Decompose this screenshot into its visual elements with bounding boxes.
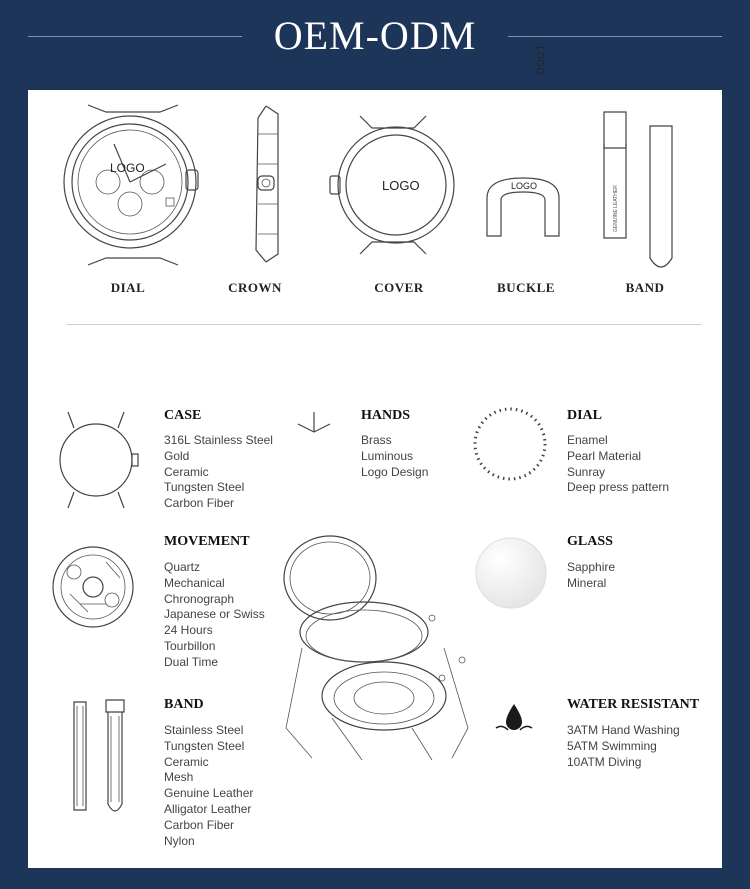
glass-icon <box>474 536 548 610</box>
list-item: Japanese or Swiss <box>164 607 265 622</box>
list-item: Carbon Fiber <box>164 817 235 832</box>
watch-dial-icon <box>58 100 208 270</box>
list-item: Stainless Steel <box>164 723 244 737</box>
content-panel <box>28 46 722 868</box>
hands-icon <box>296 410 332 438</box>
list-item: Dual Time <box>164 654 219 669</box>
section-divider <box>66 324 702 325</box>
strap-icon <box>534 46 680 278</box>
header-right-rule <box>508 36 722 37</box>
list-item: Mechanical <box>164 575 225 590</box>
buckle-logo: LOGO <box>511 181 538 191</box>
list-item: 5ATM Swimming <box>567 738 657 753</box>
spec-list-water <box>567 723 680 770</box>
part-label-crown: CROWN <box>228 280 282 295</box>
crown-icon <box>238 104 298 264</box>
list-item: Gold <box>164 448 190 463</box>
list-item: Nylon <box>164 833 195 848</box>
list-item: Sunray <box>567 464 606 479</box>
buckle-icon <box>483 174 563 238</box>
spec-title-dial: DIAL <box>567 408 603 423</box>
case-back-icon <box>328 110 458 260</box>
spec-title-glass: GLASS <box>567 534 613 549</box>
list-item: 3ATM Hand Washing <box>567 723 680 737</box>
list-item: Ceramic <box>164 464 209 479</box>
spec-title-movement: MOVEMENT <box>164 534 250 549</box>
list-item: Carbon Fiber <box>164 496 235 511</box>
spec-title-water: WATER RESISTANT <box>567 697 700 712</box>
band-strap-text: GENUINE LEATHER <box>613 185 619 232</box>
exploded-watch-icon <box>272 528 482 768</box>
spec-list-glass <box>567 560 615 592</box>
header <box>0 0 750 90</box>
spec-list-case <box>164 433 273 512</box>
spec-title-band: BAND <box>164 697 204 712</box>
list-item: 10ATM Diving <box>567 754 642 769</box>
list-item: Luminous <box>361 448 414 463</box>
cover-logo: LOGO <box>382 178 420 193</box>
spec-title-case: CASE <box>164 408 202 423</box>
case-icon <box>56 410 136 510</box>
band-logo: LOGO <box>534 46 545 75</box>
spec-list-hands <box>361 433 428 480</box>
part-label-dial: DIAL <box>110 280 146 295</box>
spec-title-hands: HANDS <box>361 408 411 423</box>
list-item: Alligator Leather <box>164 801 252 816</box>
list-item: Sapphire <box>567 560 616 574</box>
water-drop-icon <box>494 702 534 736</box>
dial-ticks-icon <box>472 406 548 482</box>
list-item: Tungsten Steel <box>164 480 245 495</box>
band-icon <box>70 698 130 818</box>
list-item: Mesh <box>164 770 194 785</box>
movement-icon <box>50 542 136 632</box>
list-item: Chronograph <box>164 591 235 606</box>
part-label-cover: COVER <box>374 280 424 295</box>
list-item: 24 Hours <box>164 623 213 638</box>
list-item: Deep press pattern <box>567 480 670 495</box>
part-label-buckle: BUCKLE <box>497 280 555 295</box>
list-item: Brass <box>361 433 392 447</box>
list-item: Quartz <box>164 560 201 574</box>
spec-list-dial <box>567 433 669 496</box>
page-title: OEM-ODM <box>273 13 477 58</box>
part-label-band: BAND <box>625 280 665 295</box>
list-item: Tungsten Steel <box>164 738 245 753</box>
list-item: Ceramic <box>164 754 209 769</box>
list-item: Tourbillon <box>164 638 216 653</box>
list-item: Pearl Material <box>567 448 642 463</box>
dial-logo: LOGO <box>110 161 145 175</box>
spec-list-band <box>164 723 253 849</box>
list-item: Enamel <box>567 433 608 447</box>
list-item: 316L Stainless Steel <box>164 433 273 447</box>
list-item: Logo Design <box>361 464 429 479</box>
list-item: Mineral <box>567 575 607 590</box>
spec-list-movement <box>164 560 265 671</box>
list-item: Genuine Leather <box>164 786 254 801</box>
